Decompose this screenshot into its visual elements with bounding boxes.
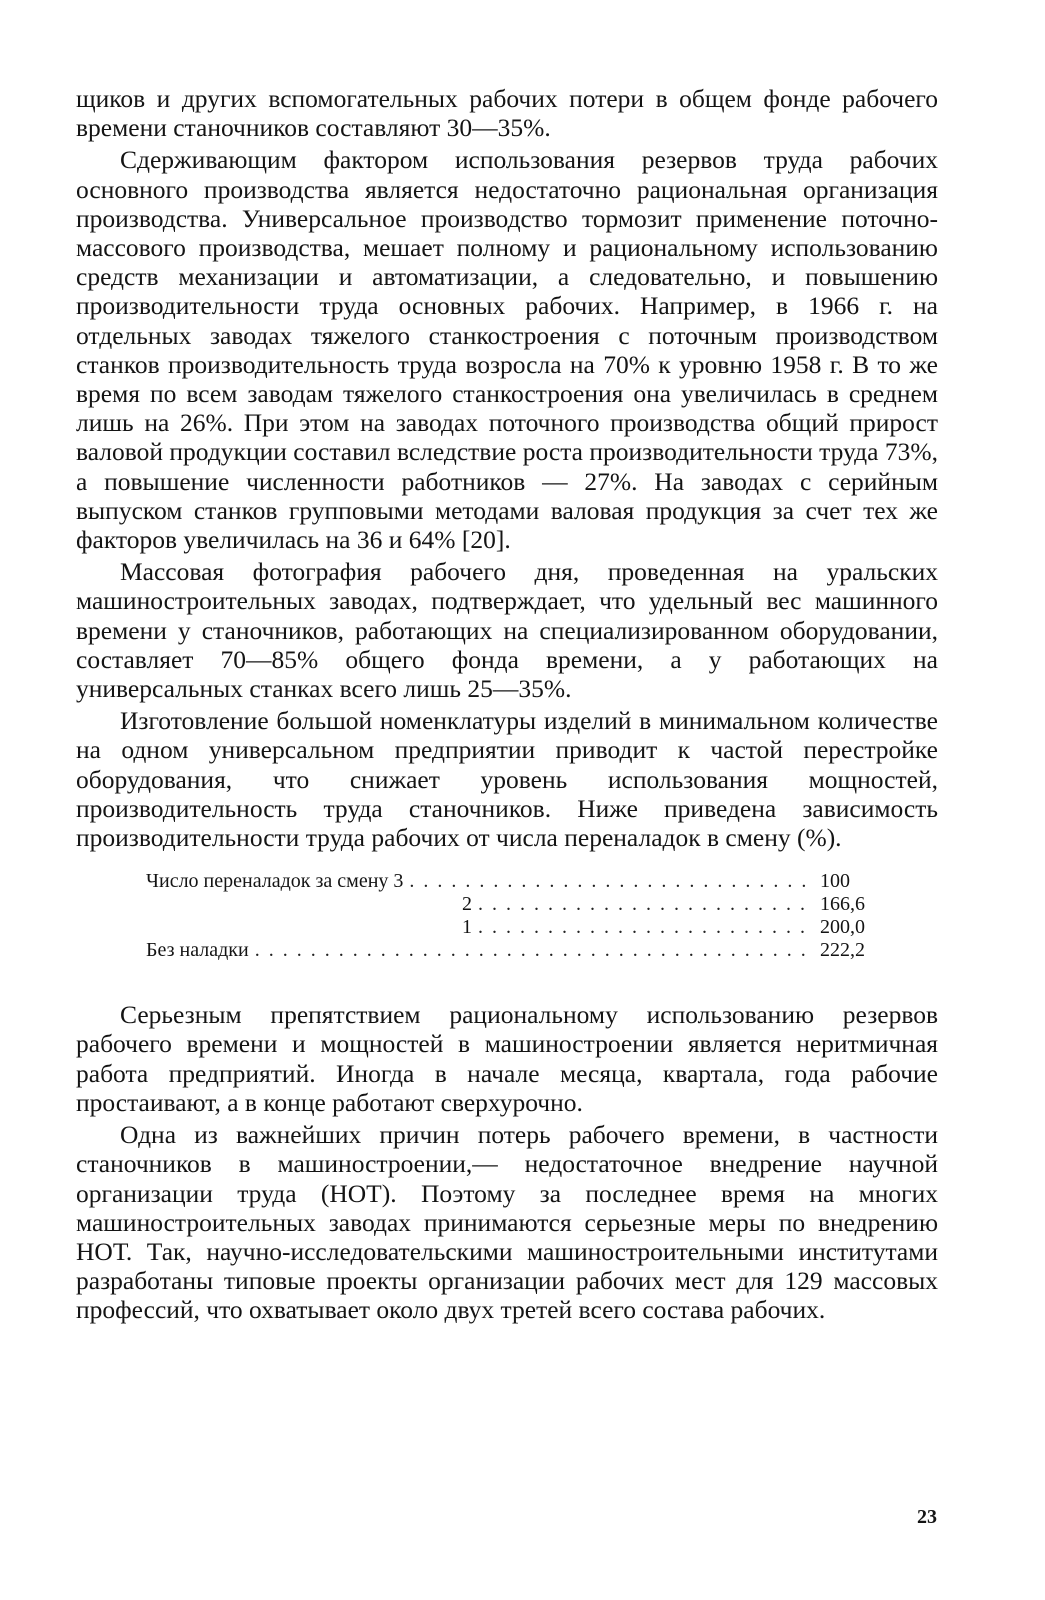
table-row [76, 893, 938, 916]
table-row-label: Число переналадок за смену 3 [146, 870, 404, 893]
changeover-table [76, 870, 938, 962]
paragraph-5: Серьезным препятствием рациональному использованию резервов рабочего времени и мощностей в машиностроении является неритмичная работа предприятий. Иногда в начале месяца, квартала, года рабочие простаивают, а в конце работают сверхурочно. [76, 1000, 938, 1117]
table-row-value: 100 [820, 870, 850, 893]
table-row-value: 222,2 [820, 939, 865, 962]
paragraph-4: Изготовление большой номенклатуры изделий в минимальном количестве на одном универсальном предприятии приводит к частой перестройке оборудования, что снижает уровень использования мощностей, производительность труда станочников. Ниже приведена зависимость производительности труда рабочих от числа переналадок в смену (%). [76, 706, 938, 853]
paragraph-3: Массовая фотография рабочего дня, проведенная на уральских машиностроительных заводах, подтверждает, что удельный вес машинного времени у станочников, работающих на специализированном оборудовании, составляет 70—85% общего фонда времени, а у работающих на универсальных станках всего лишь 25—35%. [76, 557, 938, 704]
paragraph-2: Сдерживающим фактором использования резервов труда рабочих основного производства является недостаточно рациональная организация производства. Универсальное производство тормозит применение поточно-массового производства, мешает полному и рациональному использованию средств механизации и автоматизации, а следовательно, и повышению производительности труда основных рабочих. Например, в 1966 г. на отдельных заводах тяжелого станкостроения с поточным производством станков производительность труда возросла на 70% к уровню 1958 г. В то же время по всем заводам тяжелого станкостроения она увеличилась в среднем лишь на 26%. При этом на заводах поточного производства общий прирост валовой продукции составил вследствие роста производительности труда 73%, а повышение численности работников — 27%. На заводах с серийным выпуском станков групповыми методами валовая продукция за счет тех же факторов увеличилась на 36 и 64% [20]. [76, 145, 938, 555]
paragraph-1: щиков и других вспомогательных рабочих потери в общем фонде рабочего времени станочников составляют 30—35%. [76, 84, 938, 143]
table-row [76, 916, 938, 939]
table-row-value: 200,0 [820, 916, 865, 939]
table-row [76, 939, 938, 962]
table-row-label: Без наладки [146, 939, 249, 962]
table-row-label: 2 [462, 893, 472, 916]
table-row-value: 166,6 [820, 893, 865, 916]
table-row [76, 870, 938, 893]
table-row-label: 1 [462, 916, 472, 939]
page-number: 23 [917, 1506, 937, 1528]
paragraph-6: Одна из важнейших причин потерь рабочего времени, в частности станочников в машиностроении,— недостаточное внедрение научной организации труда (НОТ). Поэтому за последнее время на многих машиностроительных заводах принимаются серьезные меры по внедрению НОТ. Так, научно-исследовательскими машиностроительными институтами разработаны типовые проекты организации рабочих мест для 129 массовых профессий, что охватывает около двух третей всего состава рабочих. [76, 1120, 938, 1325]
page-body [76, 84, 938, 1328]
